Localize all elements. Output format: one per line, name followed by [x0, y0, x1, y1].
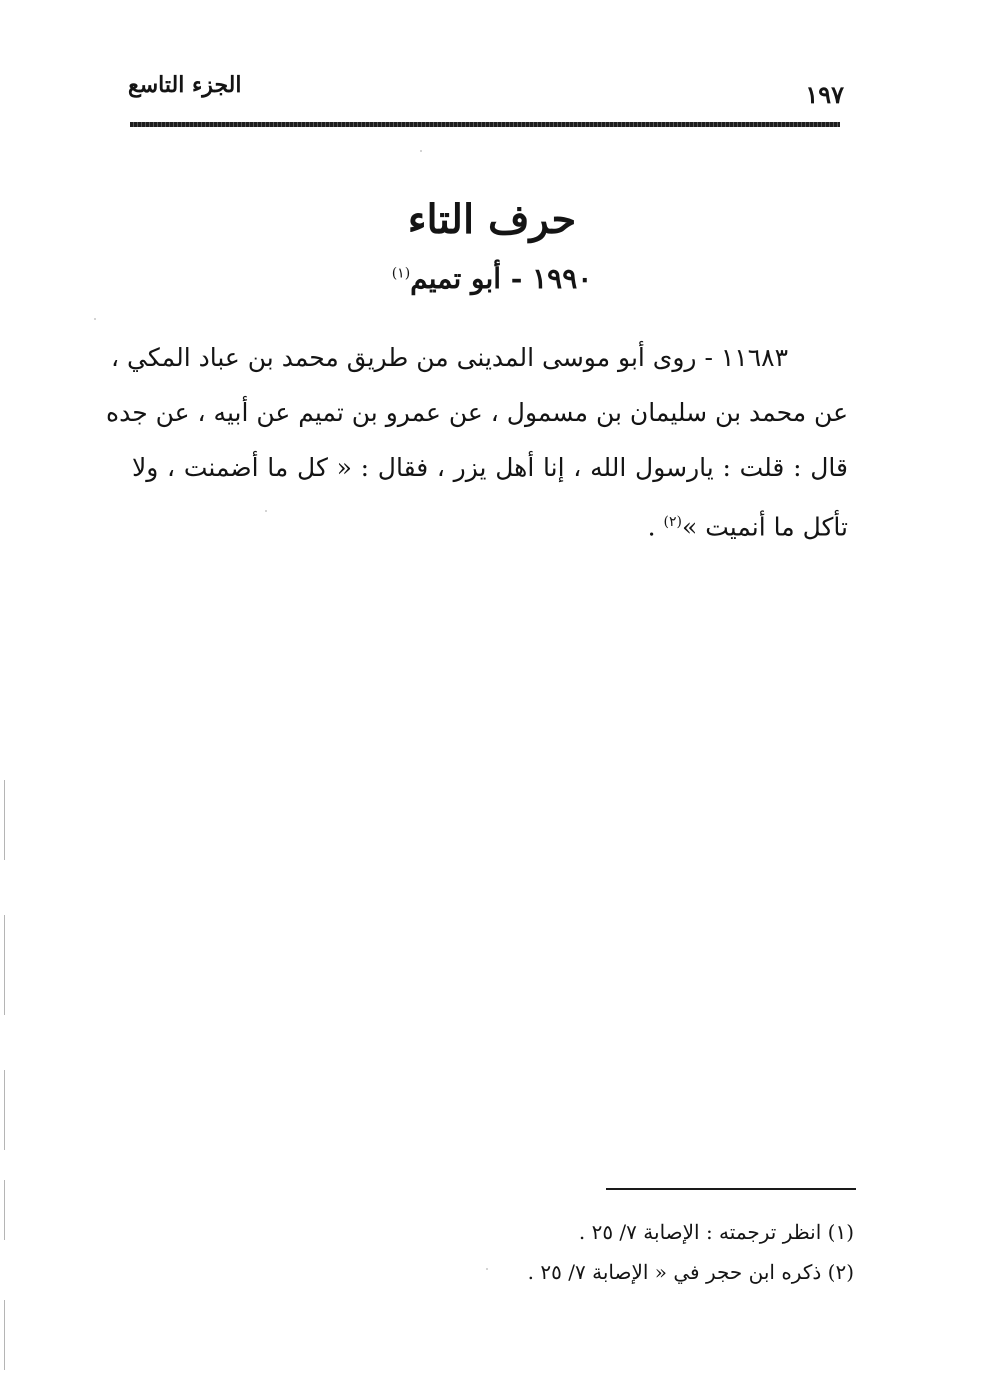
section-title: حرف التاء [407, 196, 577, 243]
scan-edge-mark [4, 1300, 5, 1370]
body-line: ١١٦٨٣ - روى أبو موسى المدينى من طريق محمد بن عباد المكي ، [110, 343, 788, 372]
footnote-rule [606, 1188, 856, 1190]
running-title: الجزء التاسع [128, 72, 242, 98]
scan-edge-mark [4, 1070, 5, 1150]
entry-heading [0, 262, 984, 295]
footnotes [420, 1212, 854, 1292]
footnote-ref-2: (٢) [663, 514, 682, 530]
footnote-1: (١) انظر ترجمته : الإصابة ٧/ ٢٥ . [578, 1220, 854, 1244]
body-line: عن محمد بن سليمان بن مسمول ، عن عمرو بن تميم عن أبيه ، عن جده [106, 398, 848, 427]
page-number: ١٩٧ [805, 80, 844, 109]
entry-title: ١٩٩٠ - أبو تميم [410, 262, 593, 295]
scan-edge-mark [4, 1180, 5, 1240]
scan-speck [94, 318, 96, 320]
body-line-end: . [647, 512, 664, 542]
body-line: قال : قلت : يارسول الله ، إنا أهل يزر ، فقال : « كل ما أضمنت ، ولا [132, 453, 848, 482]
footnote-2: (٢) ذكره ابن حجر في « الإصابة ٧/ ٢٥ . [527, 1260, 854, 1284]
body-line-last [132, 495, 848, 554]
scan-speck [420, 150, 422, 152]
hadith-text [106, 330, 848, 554]
scan-edge-mark [4, 915, 5, 1015]
body-line-text: تأكل ما أنميت » [681, 512, 848, 542]
footnote-ref-1: (١) [391, 265, 411, 282]
scan-edge-mark [4, 780, 5, 860]
header-rule [130, 122, 840, 127]
